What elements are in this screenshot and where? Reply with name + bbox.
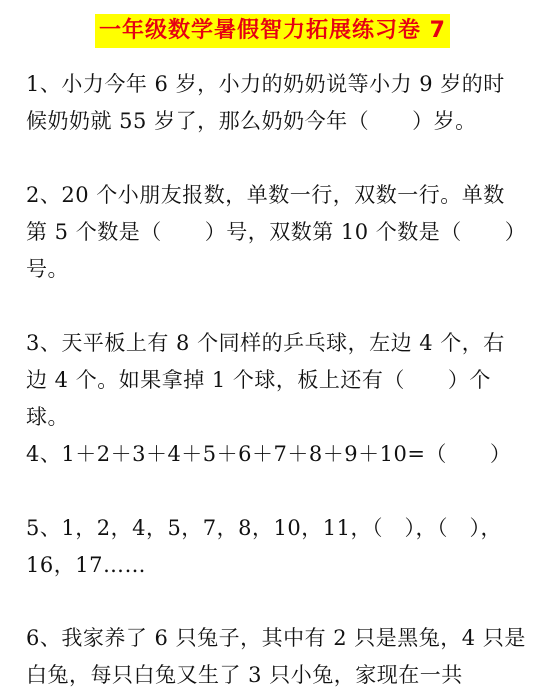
question-5: 5、1，2，4，5，7，8，10，11，（ ），（ ），16，17…… — [26, 516, 502, 577]
question-3: 3、天平板上有 8 个同样的乒乓球，左边 4 个，右边 4 个。如果拿掉 1 个球，板上还有（ ）个球。 — [26, 331, 505, 429]
worksheet-title: 一年级数学暑假智力拓展练习卷 7 — [95, 14, 450, 48]
question-6: 6、我家养了 6 只兔子，其中有 2 只是黑兔，4 只是白兔，每只白兔又生了 3 只小兔，家现在一共 — [26, 626, 526, 687]
question-4: 4、1＋2＋3＋4＋5＋6＋7＋8＋9＋10=（ ） — [26, 442, 512, 466]
question-1: 1、小力今年 6 岁，小力的奶奶说等小力 9 岁的时候奶奶就 55 岁了，那么奶奶今年（ ）岁。 — [26, 72, 505, 133]
question-2: 2、20 个小朋友报数，单数一行，双数一行。单数第 5 个数是（ ）号，双数第 10 个数是（ ）号。 — [26, 183, 516, 281]
header — [0, 14, 545, 48]
